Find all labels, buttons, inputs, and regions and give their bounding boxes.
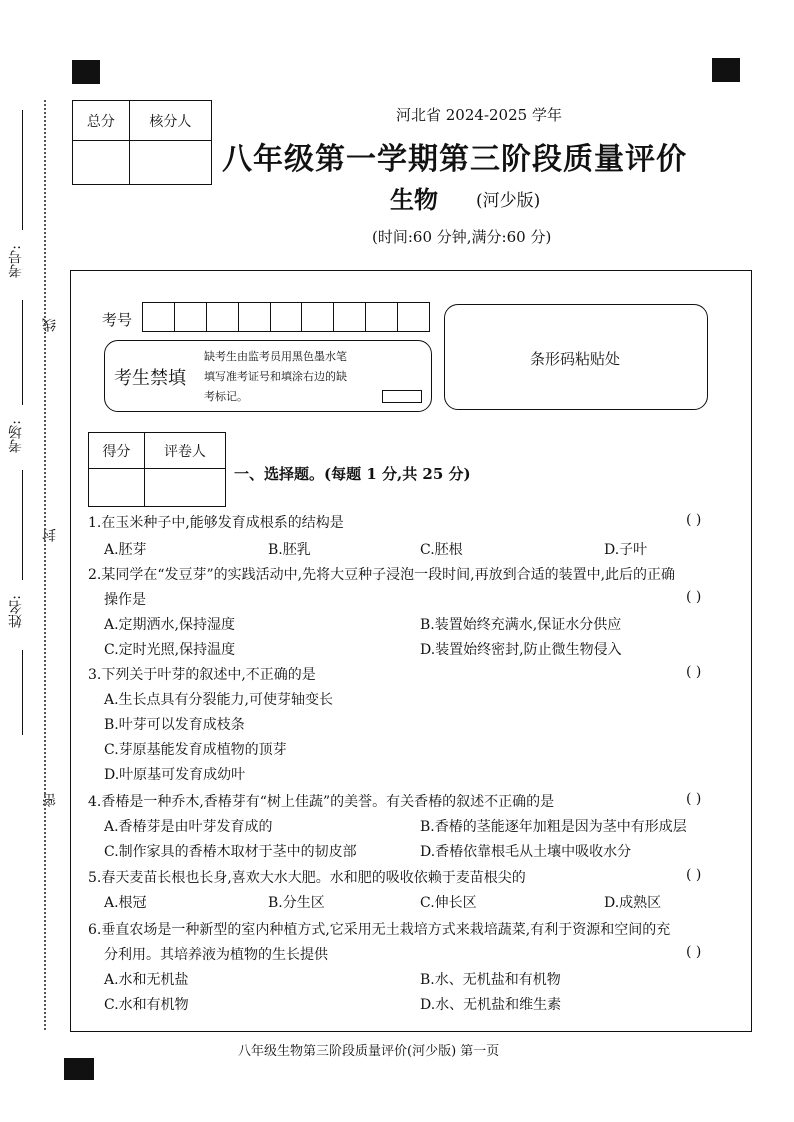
exam-no-box[interactable] <box>302 303 334 331</box>
forbidden-note-line-2: 填写准考证号和填涂右边的缺 <box>204 370 347 383</box>
section-score-cell[interactable] <box>89 469 145 507</box>
q5-option-b: B.分生区 <box>268 895 325 911</box>
side-seal-mark: 封 <box>42 528 58 542</box>
section-score-label: 得分 <box>89 433 145 469</box>
grader-cell[interactable] <box>144 469 225 507</box>
q6-option-b: B.水、无机盐和有机物 <box>420 972 561 988</box>
q2-option-b: B.装置始终充满水,保证水分供应 <box>420 617 622 633</box>
time-info: (时间:60 分钟,满分:60 分) <box>372 228 552 246</box>
q3-option-c: C.芽原基能发育成植物的顶芽 <box>104 742 287 758</box>
side-exam-no-line <box>22 110 23 230</box>
q2-option-a: A.定期洒水,保持湿度 <box>104 617 236 633</box>
exam-no-box[interactable] <box>239 303 271 331</box>
question-2-stem: 2.某同学在“发豆芽”的实践活动中,先将大豆种子浸泡一段时间,再放到合适的装置中,此后的正确 <box>88 567 676 583</box>
exam-no-label: 考号 <box>102 311 133 329</box>
q6-option-c: C.水和有机物 <box>104 997 189 1013</box>
q6-option-a: A.水和无机盐 <box>104 972 189 988</box>
grader-label: 评卷人 <box>144 433 225 469</box>
total-score-label: 总分 <box>73 101 130 141</box>
question-5-stem: 5.春天麦苗长根也长身,喜欢大水大肥。水和肥的吸收依赖于麦苗根尖的 <box>88 870 526 886</box>
binding-dotted-line <box>44 100 46 1030</box>
exam-no-box[interactable] <box>366 303 398 331</box>
question-2-stem-cont: 操作是 <box>104 592 146 608</box>
q4-option-b: B.香椿的茎能逐年加粗是因为茎中有形成层 <box>420 819 687 835</box>
province-year: 河北省 2024-2025 学年 <box>396 106 562 124</box>
barcode-label: 条形码粘贴处 <box>530 350 621 368</box>
side-room-label: 考场: <box>8 420 24 453</box>
forbidden-note-line-3: 考标记。 <box>204 390 248 403</box>
q4-option-a: A.香椿芽是由叶芽发育成的 <box>104 819 273 835</box>
answer-paren[interactable]: ( ) <box>686 944 702 960</box>
q1-option-d: D.子叶 <box>604 542 648 558</box>
side-line-mark: 线 <box>42 318 58 332</box>
side-extra-line <box>22 650 23 735</box>
q4-option-d: D.香椿依靠根毛从土壤中吸收水分 <box>420 844 632 860</box>
section-title: 一、选择题。(每题 1 分,共 25 分) <box>234 465 471 483</box>
edition-label: (河少版) <box>476 191 541 211</box>
q6-option-d: D.水、无机盐和维生素 <box>420 997 562 1013</box>
answer-paren[interactable]: ( ) <box>686 589 702 605</box>
corner-marker-bottom-left <box>64 1058 94 1080</box>
question-6-stem-cont: 分利用。其培养液为植物的生长提供 <box>104 947 328 963</box>
question-6-stem: 6.垂直农场是一种新型的室内种植方式,它采用无土栽培方式来栽培蔬菜,有利于资源和空间的充 <box>88 922 671 938</box>
q1-option-a: A.胚芽 <box>104 542 147 558</box>
exam-no-box[interactable] <box>271 303 303 331</box>
answer-paren[interactable]: ( ) <box>686 512 702 528</box>
q1-option-b: B.胚乳 <box>268 542 311 558</box>
corner-marker-top-right <box>712 58 740 82</box>
forbidden-note-line-1: 缺考生由监考员用黑色墨水笔 <box>204 350 347 363</box>
q5-option-d: D.成熟区 <box>604 895 662 911</box>
question-3-stem: 3.下列关于叶芽的叙述中,不正确的是 <box>88 667 316 683</box>
q3-option-a: A.生长点具有分裂能力,可使芽轴变长 <box>104 692 334 708</box>
side-name-line <box>22 470 23 580</box>
q3-option-d: D.叶原基可发育成幼叶 <box>104 767 246 783</box>
exam-no-box[interactable] <box>207 303 239 331</box>
exam-no-box[interactable] <box>143 303 175 331</box>
absence-mark-box[interactable] <box>382 390 422 403</box>
side-secret-mark: 密 <box>42 793 58 807</box>
section-score-table <box>88 432 226 507</box>
page-title: 八年级第一学期第三阶段质量评价 <box>222 142 687 177</box>
answer-paren[interactable]: ( ) <box>686 867 702 883</box>
corner-marker-top-left <box>72 60 100 84</box>
forbidden-label: 考生禁填 <box>114 368 186 389</box>
q4-option-c: C.制作家具的香椿木取材于茎中的韧皮部 <box>104 844 357 860</box>
side-name-label: 姓名: <box>8 595 24 628</box>
exam-no-box[interactable] <box>175 303 207 331</box>
page-footer: 八年级生物第三阶段质量评价(河少版) 第一页 <box>238 1044 500 1059</box>
exam-no-box[interactable] <box>398 303 429 331</box>
exam-no-boxes[interactable] <box>142 302 430 332</box>
q2-option-d: D.装置始终密封,防止微生物侵入 <box>420 642 622 658</box>
total-score-cell[interactable] <box>73 141 130 185</box>
q5-option-c: C.伸长区 <box>420 895 477 911</box>
q3-option-b: B.叶芽可以发育成枝条 <box>104 717 245 733</box>
exam-no-box[interactable] <box>334 303 366 331</box>
side-room-line <box>22 300 23 405</box>
q5-option-a: A.根冠 <box>104 895 147 911</box>
side-exam-no-label: 考号: <box>8 245 24 278</box>
q1-option-c: C.胚根 <box>420 542 463 558</box>
checker-cell[interactable] <box>129 141 211 185</box>
total-score-table <box>72 100 212 185</box>
question-4-stem: 4.香椿是一种乔木,香椿芽有“树上佳蔬”的美誉。有关香椿的叙述不正确的是 <box>88 794 555 810</box>
answer-paren[interactable]: ( ) <box>686 791 702 807</box>
subject-title: 生物 <box>390 185 438 214</box>
checker-label: 核分人 <box>129 101 211 141</box>
q2-option-c: C.定时光照,保持温度 <box>104 642 236 658</box>
question-1-stem: 1.在玉米种子中,能够发育成根系的结构是 <box>88 515 344 531</box>
answer-paren[interactable]: ( ) <box>686 664 702 680</box>
